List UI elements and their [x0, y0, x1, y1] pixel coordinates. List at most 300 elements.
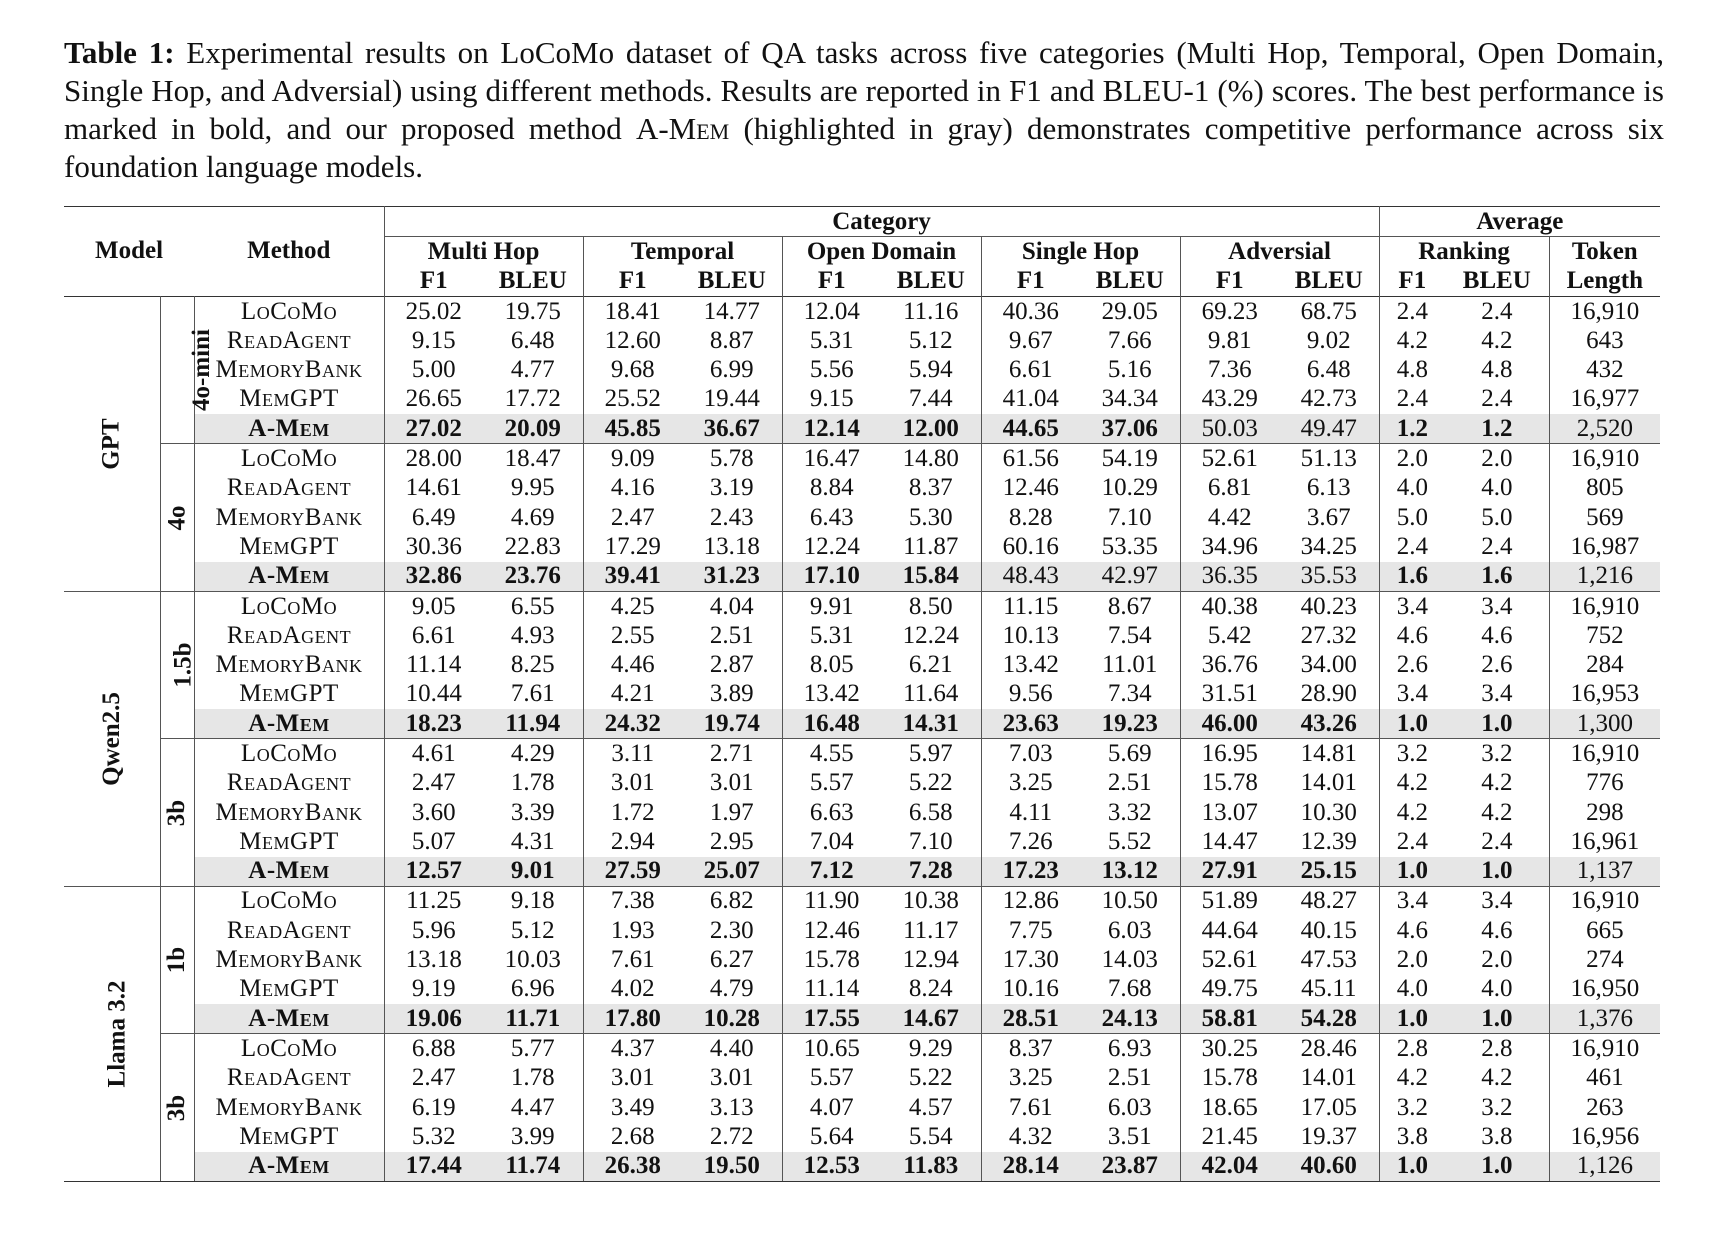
table-cell: 17.55: [782, 1004, 881, 1034]
table-cell: 1.2: [1445, 414, 1549, 444]
table-cell: 5.22: [881, 1064, 981, 1093]
table-cell: 17.72: [483, 385, 583, 414]
table-cell: 7.34: [1080, 680, 1180, 709]
table-cell: 4.77: [483, 355, 583, 384]
table-cell: 18.47: [483, 444, 583, 474]
table-cell: 11.14: [406, 651, 462, 679]
table-cell: 12.94: [881, 945, 981, 974]
table-cell: 2.95: [682, 827, 782, 856]
table-cell: 3.8: [1396, 1122, 1428, 1150]
table-cell: 10.30: [1279, 798, 1379, 827]
table-cell: 2.4: [1445, 296, 1549, 326]
method-name: LoCoMo: [194, 444, 384, 474]
table-cell: 7.68: [1080, 975, 1180, 1004]
table-cell: 1.78: [483, 1064, 583, 1093]
table-cell: 4.2: [1445, 1064, 1549, 1093]
table-cell: 263: [1586, 1093, 1624, 1121]
header-f1: F1: [618, 267, 647, 295]
table-cell: 2.4: [1445, 532, 1549, 561]
table-cell: 11.64: [881, 680, 981, 709]
table-row: [64, 709, 1660, 739]
table-row: [64, 296, 1660, 326]
table-cell: 2.47: [411, 769, 456, 797]
table-cell: 5.0: [1445, 503, 1549, 532]
table-cell: 16,950: [1570, 975, 1640, 1003]
table-cell: 5.31: [809, 621, 854, 649]
table-cell: 11.01: [1080, 650, 1180, 679]
model-size: [160, 444, 194, 591]
caption-method-name: A-Mem: [635, 111, 730, 146]
table-cell: 5.42: [1207, 621, 1252, 649]
table-row: [64, 769, 1660, 798]
table-cell: 39.41: [583, 562, 682, 592]
table-row: [64, 1064, 1660, 1093]
table-cell: 4.2: [1396, 326, 1428, 354]
model-name: [64, 886, 160, 1181]
table-cell: 2.43: [682, 503, 782, 532]
table-cell: 4.6: [1445, 621, 1549, 650]
table-cell: 6.48: [483, 326, 583, 355]
table-cell: 432: [1586, 356, 1624, 384]
table-cell: 5.77: [483, 1034, 583, 1064]
table-cell: 14.80: [881, 444, 981, 474]
table-cell: 2.72: [682, 1122, 782, 1151]
method-name: MemGPT: [194, 827, 384, 856]
table-cell: 1.78: [483, 769, 583, 798]
table-cell: 3.67: [1279, 503, 1379, 532]
table-cell: 2.6: [1445, 650, 1549, 679]
table-cell: 16,987: [1570, 532, 1640, 560]
method-name: MemGPT: [194, 975, 384, 1004]
table-cell: 12.14: [782, 414, 881, 444]
table-cell: 16,910: [1549, 444, 1660, 474]
table-cell: 12.24: [881, 621, 981, 650]
method-name: LoCoMo: [194, 296, 384, 326]
table-cell: 9.29: [881, 1034, 981, 1064]
table-cell: 7.44: [881, 385, 981, 414]
method-name: MemoryBank: [194, 945, 384, 974]
table-cell: 12.57: [384, 857, 483, 887]
table-cell: 4.02: [610, 975, 655, 1003]
table-cell: 5.56: [809, 356, 854, 384]
table-row: [64, 503, 1660, 532]
results-table: [64, 206, 1660, 1182]
table-cell: 3.11: [583, 739, 682, 769]
table-cell: 3.51: [1080, 1122, 1180, 1151]
table-cell: 11.16: [881, 296, 981, 326]
header-category-multi-hop: Multi Hop: [384, 237, 583, 267]
table-cell: 776: [1586, 769, 1624, 797]
header-bleu: BLEU: [682, 267, 782, 297]
table-cell: 10.28: [682, 1004, 782, 1034]
table-cell: 5.32: [411, 1122, 456, 1150]
table-cell: 23.63: [981, 709, 1080, 739]
table-cell: 2.51: [682, 621, 782, 650]
table-cell: 643: [1586, 326, 1624, 354]
table-cell: 7.12: [782, 857, 881, 887]
table-cell: 2.71: [682, 739, 782, 769]
table-cell: 6.99: [682, 355, 782, 384]
table-cell: 21.45: [1201, 1122, 1258, 1150]
table-cell: 16,910: [1549, 1034, 1660, 1064]
table-cell: 1.72: [610, 798, 655, 826]
table-cell: 2.68: [610, 1122, 655, 1150]
table-cell: 3.4: [1445, 591, 1549, 621]
table-cell: 752: [1586, 621, 1624, 649]
model-size-label: 3b: [163, 1094, 190, 1121]
model-size: [160, 886, 194, 1033]
table-row: [64, 591, 1660, 621]
table-cell: 3.39: [483, 798, 583, 827]
table-cell: 28.14: [981, 1152, 1080, 1182]
header-category: Category: [384, 207, 1379, 237]
table-cell: 30.25: [1180, 1034, 1279, 1064]
table-cell: 10.13: [1002, 621, 1059, 649]
table-cell: 14.61: [405, 474, 462, 502]
table-cell: 4.11: [1009, 798, 1053, 826]
table-cell: 9.02: [1279, 326, 1379, 355]
model-size-label: 3b: [163, 799, 190, 826]
table-row: [64, 414, 1660, 444]
table-cell: 2.4: [1396, 532, 1428, 560]
table-cell: 5.57: [809, 769, 854, 797]
table-cell: 12.39: [1279, 827, 1379, 856]
method-name: MemoryBank: [194, 650, 384, 679]
table-cell: 4.69: [483, 503, 583, 532]
table-cell: 4.29: [483, 739, 583, 769]
table-cell: 19.74: [682, 709, 782, 739]
table-row: [64, 827, 1660, 856]
header-ranking: Ranking: [1379, 237, 1549, 267]
table-cell: 18.41: [604, 297, 661, 325]
table-cell: 298: [1586, 798, 1624, 826]
table-cell: 2.51: [1080, 1064, 1180, 1093]
table-cell: 17.05: [1279, 1093, 1379, 1122]
table-cell: 8.50: [881, 591, 981, 621]
table-cell: 461: [1586, 1064, 1624, 1092]
table-cell: 42.04: [1180, 1152, 1279, 1182]
header-model: Model: [94, 237, 164, 265]
table-cell: 6.48: [1279, 355, 1379, 384]
table-cell: 25.52: [604, 385, 661, 413]
model-size-label: 4o-mini: [187, 329, 215, 412]
header-category-open-domain: Open Domain: [782, 237, 981, 267]
table-cell: 4.6: [1396, 916, 1428, 944]
table-cell: 14.77: [682, 296, 782, 326]
table-row: [64, 886, 1660, 916]
table-cell: 1,376: [1549, 1004, 1660, 1034]
method-name: ReadAgent: [194, 1064, 384, 1093]
model-name: [64, 296, 160, 591]
table-cell: 34.00: [1279, 650, 1379, 679]
method-name: ReadAgent: [194, 621, 384, 650]
table-cell: 2.30: [682, 916, 782, 945]
table-cell: 34.96: [1201, 532, 1258, 560]
table-cell: 4.46: [610, 651, 655, 679]
table-cell: 28.90: [1279, 680, 1379, 709]
table-cell: 45.85: [583, 414, 682, 444]
table-cell: 19.44: [682, 385, 782, 414]
table-cell: 26.38: [583, 1152, 682, 1182]
table-cell: 5.07: [411, 827, 456, 855]
table-cell: 4.16: [610, 474, 655, 502]
table-cell: 11.14: [804, 975, 860, 1003]
table-cell: 27.02: [384, 414, 483, 444]
header-category-temporal: Temporal: [583, 237, 782, 267]
table-cell: 3.89: [682, 680, 782, 709]
table-cell: 9.19: [411, 975, 456, 1003]
table-cell: 14.81: [1279, 739, 1379, 769]
table-cell: 58.81: [1180, 1004, 1279, 1034]
table-cell: 6.93: [1080, 1034, 1180, 1064]
table-cell: 9.95: [483, 474, 583, 503]
table-cell: 12.60: [604, 326, 661, 354]
table-cell: 5.54: [881, 1122, 981, 1151]
table-row: [64, 1152, 1660, 1182]
table-cell: 3.4: [1396, 680, 1428, 708]
table-cell: 665: [1586, 916, 1624, 944]
table-cell: 4.07: [809, 1093, 854, 1121]
table-cell: 6.55: [483, 591, 583, 621]
table-cell: 9.05: [384, 591, 483, 621]
table-cell: 16,910: [1549, 739, 1660, 769]
table-cell: 6.49: [411, 503, 456, 531]
table-cell: 43.29: [1201, 385, 1258, 413]
table-cell: 2.47: [610, 503, 655, 531]
table-cell: 32.86: [384, 562, 483, 592]
table-cell: 10.65: [782, 1034, 881, 1064]
table-cell: 6.96: [483, 975, 583, 1004]
table-cell: 3.01: [610, 1064, 655, 1092]
table-cell: 69.23: [1201, 297, 1258, 325]
table-cell: 7.61: [1008, 1093, 1053, 1121]
table-cell: 14.01: [1279, 1064, 1379, 1093]
table-cell: 9.01: [483, 857, 583, 887]
table-cell: 7.61: [610, 946, 655, 974]
table-cell: 25.07: [682, 857, 782, 887]
table-cell: 4.0: [1445, 975, 1549, 1004]
table-row: [64, 916, 1660, 945]
table-cell: 5.12: [483, 916, 583, 945]
table-cell: 16.47: [782, 444, 881, 474]
table-cell: 27.59: [583, 857, 682, 887]
table-cell: 1.6: [1445, 562, 1549, 592]
table-cell: 16,953: [1570, 680, 1640, 708]
table-cell: 16.95: [1180, 739, 1279, 769]
table-cell: 16,956: [1570, 1122, 1640, 1150]
table-cell: 15.78: [803, 946, 860, 974]
table-cell: 1.0: [1445, 1004, 1549, 1034]
table-cell: 1.97: [682, 798, 782, 827]
table-cell: 13.18: [682, 532, 782, 561]
table-cell: 3.01: [682, 769, 782, 798]
table-row: [64, 1122, 1660, 1151]
table-cell: 2.94: [610, 827, 655, 855]
table-cell: 3.4: [1445, 886, 1549, 916]
table-cell: 10.16: [1002, 975, 1059, 1003]
table-cell: 10.29: [1080, 474, 1180, 503]
table-cell: 274: [1586, 946, 1624, 974]
table-cell: 47.53: [1279, 945, 1379, 974]
caption-text-part-1: Experimental results on LoCoMo dataset of QA tasks across five categories (Multi Hop, Temporal, Open Domain, Single Hop, and Adversial) using different methods. Results are reported in F1 and BLEU-1 (%) scores. The best performance is marked in bold, and our proposed method: [64, 35, 1664, 146]
table-cell: 49.47: [1279, 414, 1379, 444]
table-row: [64, 739, 1660, 769]
table-row: [64, 945, 1660, 974]
table-cell: 6.82: [682, 886, 782, 916]
table-cell: 36.76: [1201, 651, 1258, 679]
method-name: MemGPT: [194, 1122, 384, 1151]
table-cell: 2.4: [1396, 827, 1428, 855]
table-cell: 41.04: [1002, 385, 1059, 413]
table-cell: 19.50: [682, 1152, 782, 1182]
method-name: LoCoMo: [194, 886, 384, 916]
table-cell: 23.76: [483, 562, 583, 592]
table-cell: 25.02: [405, 297, 462, 325]
table-cell: 7.04: [809, 827, 854, 855]
table-cell: 6.61: [411, 621, 456, 649]
model-size: [160, 296, 215, 443]
method-name: A-Mem: [194, 709, 384, 739]
table-row: [64, 326, 1660, 355]
table-cell: 40.23: [1279, 591, 1379, 621]
table-cell: 284: [1586, 651, 1624, 679]
table-cell: 4.25: [583, 591, 682, 621]
table-cell: 1.0: [1445, 857, 1549, 887]
table-cell: 49.75: [1201, 975, 1258, 1003]
table-cell: 4.31: [483, 827, 583, 856]
table-cell: 6.88: [384, 1034, 483, 1064]
table-cell: 6.13: [1279, 474, 1379, 503]
table-cell: 8.87: [682, 326, 782, 355]
table-cell: 3.13: [682, 1093, 782, 1122]
method-name: A-Mem: [194, 857, 384, 887]
table-cell: 14.31: [881, 709, 981, 739]
table-cell: 9.81: [1207, 326, 1252, 354]
table-cell: 4.2: [1396, 1064, 1428, 1092]
table-cell: 28.46: [1279, 1034, 1379, 1064]
table-cell: 68.75: [1279, 296, 1379, 326]
table-cell: 17.29: [604, 532, 661, 560]
table-cell: 5.57: [809, 1064, 854, 1092]
table-cell: 13.42: [803, 680, 860, 708]
table-cell: 5.97: [881, 739, 981, 769]
table-cell: 2,520: [1549, 414, 1660, 444]
table-cell: 4.57: [881, 1093, 981, 1122]
table-cell: 2.4: [1396, 297, 1428, 325]
table-cell: 9.15: [411, 326, 456, 354]
table-cell: 11.25: [384, 886, 483, 916]
table-cell: 50.03: [1180, 414, 1279, 444]
table-cell: 4.37: [583, 1034, 682, 1064]
table-cell: 28.00: [384, 444, 483, 474]
table-cell: 19.75: [483, 296, 583, 326]
header-bleu: BLEU: [1080, 267, 1180, 297]
method-name: A-Mem: [194, 562, 384, 592]
table-cell: 8.24: [881, 975, 981, 1004]
method-name: A-Mem: [194, 414, 384, 444]
table-cell: 7.38: [583, 886, 682, 916]
table-cell: 7.28: [881, 857, 981, 887]
table-cell: 37.06: [1080, 414, 1180, 444]
table-cell: 6.81: [1207, 474, 1252, 502]
table-cell: 3.2: [1445, 739, 1549, 769]
table-cell: 6.03: [1080, 916, 1180, 945]
table-cell: 52.61: [1180, 444, 1279, 474]
table-cell: 42.97: [1080, 562, 1180, 592]
table-cell: 7.36: [1207, 356, 1252, 384]
table-cell: 4.2: [1396, 798, 1428, 826]
model-name-label: Qwen2.5: [97, 691, 125, 786]
table-cell: 11.74: [483, 1152, 583, 1182]
table-cell: 1.93: [610, 916, 655, 944]
results-body: [64, 296, 1660, 1181]
table-row: [64, 532, 1660, 561]
table-cell: 2.87: [682, 650, 782, 679]
model-size-label: 1.5b: [169, 642, 197, 688]
table-cell: 5.30: [881, 503, 981, 532]
table-cell: 3.4: [1379, 886, 1445, 916]
table-cell: 9.18: [483, 886, 583, 916]
table-cell: 2.4: [1396, 385, 1428, 413]
table-cell: 1.0: [1379, 709, 1445, 739]
table-cell: 6.43: [809, 503, 854, 531]
table-cell: 4.0: [1396, 975, 1428, 1003]
table-cell: 3.01: [610, 769, 655, 797]
table-cell: 2.0: [1445, 444, 1549, 474]
table-cell: 11.83: [881, 1152, 981, 1182]
table-cell: 569: [1586, 503, 1624, 531]
method-name: MemoryBank: [194, 798, 384, 827]
table-cell: 1.0: [1379, 857, 1445, 887]
table-cell: 12.00: [881, 414, 981, 444]
table-cell: 44.64: [1201, 916, 1258, 944]
method-name: ReadAgent: [194, 474, 384, 503]
table-cell: 7.03: [981, 739, 1080, 769]
table-cell: 35.53: [1279, 562, 1379, 592]
model-size-label: 4o: [163, 505, 190, 531]
table-cell: 7.10: [881, 827, 981, 856]
table-cell: 7.61: [483, 680, 583, 709]
header-bleu: BLEU: [483, 267, 583, 297]
table-cell: 14.67: [881, 1004, 981, 1034]
method-name: LoCoMo: [194, 591, 384, 621]
table-cell: 805: [1586, 474, 1624, 502]
model-size: [160, 1034, 194, 1181]
table-cell: 4.2: [1445, 769, 1549, 798]
table-cell: 8.37: [981, 1034, 1080, 1064]
table-cell: 10.03: [483, 945, 583, 974]
table-cell: 1,137: [1549, 857, 1660, 887]
table-cell: 11.17: [881, 916, 981, 945]
table-cell: 54.28: [1279, 1004, 1379, 1034]
table-cell: 2.0: [1445, 945, 1549, 974]
table-cell: 5.22: [881, 769, 981, 798]
table-cell: 12.46: [1002, 474, 1059, 502]
table-cell: 5.16: [1080, 355, 1180, 384]
table-cell: 1.0: [1379, 1004, 1445, 1034]
table-cell: 5.0: [1396, 503, 1428, 531]
table-cell: 15.84: [881, 562, 981, 592]
header-bleu: BLEU: [1279, 267, 1379, 297]
table-cell: 4.6: [1396, 621, 1428, 649]
table-cell: 2.8: [1445, 1034, 1549, 1064]
table-cell: 13.42: [1002, 651, 1059, 679]
table-cell: 10.44: [405, 680, 462, 708]
model-size-label: 1b: [163, 946, 190, 974]
table-cell: 4.8: [1445, 355, 1549, 384]
table-cell: 27.91: [1180, 857, 1279, 887]
table-cell: 43.26: [1279, 709, 1379, 739]
